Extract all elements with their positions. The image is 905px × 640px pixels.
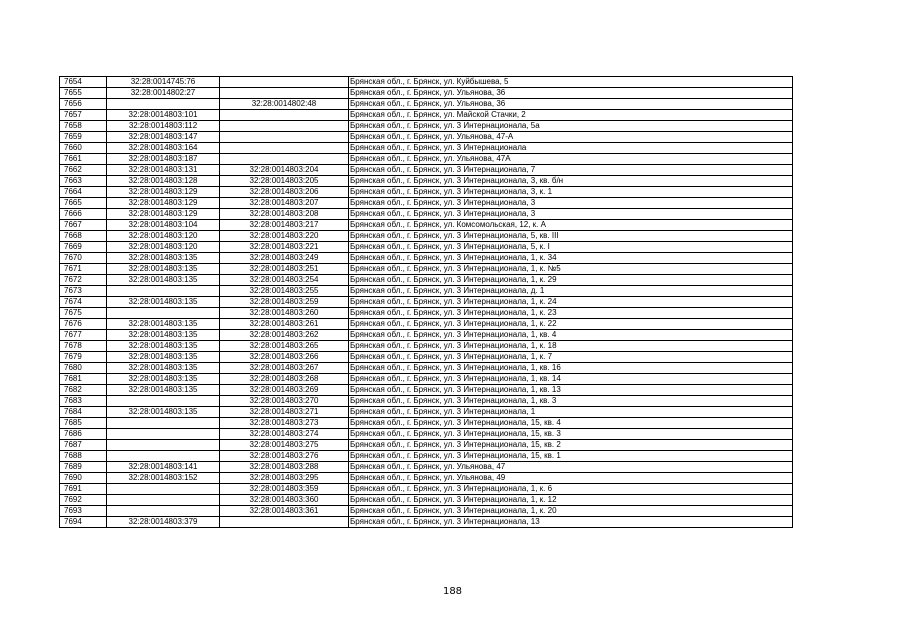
table-row — [60, 165, 793, 176]
row-number-cell: 7688 — [60, 451, 107, 462]
cadastral-number-cell: 32:28:0014803:147 — [107, 132, 220, 143]
address-cell: Брянская обл., г. Брянск, ул. 3 Интернационала, 15, кв. 1 — [349, 451, 793, 462]
building-cadastral-number-cell: 32:28:0014803:208 — [220, 209, 349, 220]
row-number-cell: 7670 — [60, 253, 107, 264]
row-number-cell: 7693 — [60, 506, 107, 517]
building-cadastral-number-cell: 32:28:0014803:275 — [220, 440, 349, 451]
table-row — [60, 286, 793, 297]
table-row — [60, 330, 793, 341]
address-cell: Брянская обл., г. Брянск, ул. 3 Интернационала, 7 — [349, 165, 793, 176]
table-row — [60, 77, 793, 88]
cadastral-number-cell: 32:28:0014803:135 — [107, 352, 220, 363]
row-number-cell: 7671 — [60, 264, 107, 275]
cadastral-number-cell: 32:28:0014803:135 — [107, 253, 220, 264]
address-cell: Брянская обл., г. Брянск, ул. 3 Интернационала, 1, к. 34 — [349, 253, 793, 264]
building-cadastral-number-cell: 32:28:0014803:360 — [220, 495, 349, 506]
table-row — [60, 297, 793, 308]
table-row — [60, 187, 793, 198]
building-cadastral-number-cell: 32:28:0014803:295 — [220, 473, 349, 484]
building-cadastral-number-cell: 32:28:0014803:268 — [220, 374, 349, 385]
address-cell: Брянская обл., г. Брянск, ул. 3 Интернационала, 15, кв. 2 — [349, 440, 793, 451]
cadastral-number-cell: 32:28:0014803:164 — [107, 143, 220, 154]
cadastral-number-cell — [107, 418, 220, 429]
address-cell: Брянская обл., г. Брянск, ул. 3 Интернационала, 3 — [349, 198, 793, 209]
table-row — [60, 308, 793, 319]
building-cadastral-number-cell: 32:28:0014803:265 — [220, 341, 349, 352]
cadastral-number-cell — [107, 429, 220, 440]
table-row — [60, 275, 793, 286]
address-cell: Брянская обл., г. Брянск, ул. 3 Интернационала, 1, кв. 14 — [349, 374, 793, 385]
cadastral-number-cell: 32:28:0014803:135 — [107, 363, 220, 374]
table-row — [60, 440, 793, 451]
building-cadastral-number-cell: 32:28:0014803:254 — [220, 275, 349, 286]
address-cell: Брянская обл., г. Брянск, ул. 3 Интернационала, 1, к. 12 — [349, 495, 793, 506]
table-row — [60, 154, 793, 165]
cadastral-number-cell: 32:28:0014803:135 — [107, 264, 220, 275]
table-row — [60, 132, 793, 143]
building-cadastral-number-cell: 32:28:0014803:273 — [220, 418, 349, 429]
row-number-cell: 7687 — [60, 440, 107, 451]
cadastral-number-cell: 32:28:0014803:104 — [107, 220, 220, 231]
address-cell: Брянская обл., г. Брянск, ул. 3 Интернационала — [349, 143, 793, 154]
address-cell: Брянская обл., г. Брянск, ул. Ульянова, 47-А — [349, 132, 793, 143]
row-number-cell: 7664 — [60, 187, 107, 198]
building-cadastral-number-cell: 32:28:0014803:207 — [220, 198, 349, 209]
table-row — [60, 352, 793, 363]
building-cadastral-number-cell — [220, 154, 349, 165]
row-number-cell: 7658 — [60, 121, 107, 132]
address-cell: Брянская обл., г. Брянск, ул. 3 Интернационала, 1, к. 20 — [349, 506, 793, 517]
cadastral-number-cell: 32:28:0014803:128 — [107, 176, 220, 187]
row-number-cell: 7678 — [60, 341, 107, 352]
row-number-cell: 7667 — [60, 220, 107, 231]
building-cadastral-number-cell: 32:28:0014803:262 — [220, 330, 349, 341]
table-row — [60, 121, 793, 132]
address-cell: Брянская обл., г. Брянск, ул. 3 Интернационала, д. 1 — [349, 286, 793, 297]
building-cadastral-number-cell: 32:28:0014803:270 — [220, 396, 349, 407]
building-cadastral-number-cell: 32:28:0014803:359 — [220, 484, 349, 495]
building-cadastral-number-cell: 32:28:0014803:266 — [220, 352, 349, 363]
address-cell: Брянская обл., г. Брянск, ул. 3 Интернационала, 5, кв. III — [349, 231, 793, 242]
row-number-cell: 7661 — [60, 154, 107, 165]
row-number-cell: 7686 — [60, 429, 107, 440]
cadastral-number-cell — [107, 396, 220, 407]
row-number-cell: 7692 — [60, 495, 107, 506]
address-cell: Брянская обл., г. Брянск, ул. Куйбышева, 5 — [349, 77, 793, 88]
cadastral-number-cell: 32:28:0014803:129 — [107, 209, 220, 220]
row-number-cell: 7673 — [60, 286, 107, 297]
row-number-cell: 7656 — [60, 99, 107, 110]
building-cadastral-number-cell: 32:28:0014803:269 — [220, 385, 349, 396]
building-cadastral-number-cell: 32:28:0014803:206 — [220, 187, 349, 198]
building-cadastral-number-cell: 32:28:0014803:261 — [220, 319, 349, 330]
row-number-cell: 7694 — [60, 517, 107, 528]
address-cell: Брянская обл., г. Брянск, ул. 3 Интернационала, 1, к. 23 — [349, 308, 793, 319]
building-cadastral-number-cell — [220, 121, 349, 132]
cadastral-number-cell: 32:28:0014803:120 — [107, 242, 220, 253]
row-number-cell: 7662 — [60, 165, 107, 176]
row-number-cell: 7689 — [60, 462, 107, 473]
cadastral-number-cell: 32:28:0014745:76 — [107, 77, 220, 88]
building-cadastral-number-cell: 32:28:0014803:255 — [220, 286, 349, 297]
address-cell: Брянская обл., г. Брянск, ул. 3 Интернационала, 1, к. 18 — [349, 341, 793, 352]
row-number-cell: 7660 — [60, 143, 107, 154]
building-cadastral-number-cell: 32:28:0014803:361 — [220, 506, 349, 517]
building-cadastral-number-cell: 32:28:0014803:221 — [220, 242, 349, 253]
row-number-cell: 7677 — [60, 330, 107, 341]
cadastral-number-cell: 32:28:0014803:135 — [107, 385, 220, 396]
cadastral-number-cell — [107, 440, 220, 451]
cadastral-number-cell: 32:28:0014803:135 — [107, 341, 220, 352]
row-number-cell: 7679 — [60, 352, 107, 363]
building-cadastral-number-cell — [220, 143, 349, 154]
row-number-cell: 7684 — [60, 407, 107, 418]
row-number-cell: 7676 — [60, 319, 107, 330]
cadastral-number-cell: 32:28:0014803:141 — [107, 462, 220, 473]
table-row — [60, 407, 793, 418]
cadastral-number-cell: 32:28:0014803:135 — [107, 275, 220, 286]
address-cell: Брянская обл., г. Брянск, ул. Ульянова, 36 — [349, 88, 793, 99]
row-number-cell: 7672 — [60, 275, 107, 286]
building-cadastral-number-cell: 32:28:0014803:251 — [220, 264, 349, 275]
address-cell: Брянская обл., г. Брянск, ул. 3 Интернационала, 1, к. 29 — [349, 275, 793, 286]
building-cadastral-number-cell: 32:28:0014803:204 — [220, 165, 349, 176]
table-row — [60, 99, 793, 110]
address-cell: Брянская обл., г. Брянск, ул. 3 Интернационала, 1, кв. 4 — [349, 330, 793, 341]
row-number-cell: 7654 — [60, 77, 107, 88]
address-cell: Брянская обл., г. Брянск, ул. 3 Интернационала, 1, кв. 13 — [349, 385, 793, 396]
table-row — [60, 462, 793, 473]
building-cadastral-number-cell: 32:28:0014803:249 — [220, 253, 349, 264]
cadastral-number-cell: 32:28:0014803:112 — [107, 121, 220, 132]
building-cadastral-number-cell — [220, 88, 349, 99]
address-cell: Брянская обл., г. Брянск, ул. 3 Интернационала, 5а — [349, 121, 793, 132]
cadastral-number-cell: 32:28:0014803:101 — [107, 110, 220, 121]
row-number-cell: 7681 — [60, 374, 107, 385]
building-cadastral-number-cell — [220, 517, 349, 528]
address-cell: Брянская обл., г. Брянск, ул. 3 Интернационала, 15, кв. 3 — [349, 429, 793, 440]
building-cadastral-number-cell: 32:28:0014803:276 — [220, 451, 349, 462]
row-number-cell: 7680 — [60, 363, 107, 374]
address-cell: Брянская обл., г. Брянск, ул. 3 Интернационала, 1, к. 7 — [349, 352, 793, 363]
table-row — [60, 473, 793, 484]
address-cell: Брянская обл., г. Брянск, ул. 3 Интернационала, 1, кв. 16 — [349, 363, 793, 374]
table-row — [60, 396, 793, 407]
table-row — [60, 374, 793, 385]
table-row — [60, 451, 793, 462]
row-number-cell: 7659 — [60, 132, 107, 143]
cadastral-number-cell: 32:28:0014803:135 — [107, 330, 220, 341]
building-cadastral-number-cell: 32:28:0014803:288 — [220, 462, 349, 473]
cadastral-number-cell — [107, 99, 220, 110]
row-number-cell: 7665 — [60, 198, 107, 209]
table-row — [60, 231, 793, 242]
table-row — [60, 484, 793, 495]
table-row — [60, 341, 793, 352]
address-cell: Брянская обл., г. Брянск, ул. Комсомольская, 12, к. А — [349, 220, 793, 231]
cadastral-number-cell — [107, 495, 220, 506]
building-cadastral-number-cell — [220, 132, 349, 143]
table-row — [60, 418, 793, 429]
row-number-cell: 7663 — [60, 176, 107, 187]
address-cell: Брянская обл., г. Брянск, ул. 3 Интернационала, 1, к. 24 — [349, 297, 793, 308]
cadastral-number-cell — [107, 451, 220, 462]
address-cell: Брянская обл., г. Брянск, ул. 3 Интернационала, 5, к. I — [349, 242, 793, 253]
table-row — [60, 110, 793, 121]
cadastral-number-cell: 32:28:0014803:131 — [107, 165, 220, 176]
row-number-cell: 7657 — [60, 110, 107, 121]
cadastral-number-cell: 32:28:0014803:135 — [107, 374, 220, 385]
cadastral-number-cell: 32:28:0014803:152 — [107, 473, 220, 484]
address-cell: Брянская обл., г. Брянск, ул. 3 Интернационала, 1, к. №5 — [349, 264, 793, 275]
row-number-cell: 7683 — [60, 396, 107, 407]
registry-table-body — [60, 77, 793, 528]
cadastral-number-cell: 32:28:0014803:379 — [107, 517, 220, 528]
table-row — [60, 506, 793, 517]
address-cell: Брянская обл., г. Брянск, ул. 3 Интернационала, 13 — [349, 517, 793, 528]
address-cell: Брянская обл., г. Брянск, ул. 3 Интернационала, 1, к. 22 — [349, 319, 793, 330]
table-row — [60, 88, 793, 99]
address-cell: Брянская обл., г. Брянск, ул. 3 Интернационала, 1 — [349, 407, 793, 418]
table-row — [60, 209, 793, 220]
row-number-cell: 7655 — [60, 88, 107, 99]
address-cell: Брянская обл., г. Брянск, ул. 3 Интернационала, 1, к. 6 — [349, 484, 793, 495]
cadastral-number-cell: 32:28:0014803:120 — [107, 231, 220, 242]
row-number-cell: 7666 — [60, 209, 107, 220]
cadastral-number-cell: 32:28:0014803:135 — [107, 319, 220, 330]
building-cadastral-number-cell: 32:28:0014803:205 — [220, 176, 349, 187]
building-cadastral-number-cell: 32:28:0014803:259 — [220, 297, 349, 308]
building-cadastral-number-cell: 32:28:0014803:260 — [220, 308, 349, 319]
row-number-cell: 7668 — [60, 231, 107, 242]
building-cadastral-number-cell: 32:28:0014803:220 — [220, 231, 349, 242]
table-row — [60, 143, 793, 154]
cadastral-number-cell — [107, 308, 220, 319]
address-cell: Брянская обл., г. Брянск, ул. 3 Интернационала, 15, кв. 4 — [349, 418, 793, 429]
table-row — [60, 264, 793, 275]
page-number: 188 — [442, 586, 463, 597]
table-row — [60, 198, 793, 209]
cadastral-number-cell: 32:28:0014803:129 — [107, 198, 220, 209]
cadastral-number-cell: 32:28:0014803:135 — [107, 407, 220, 418]
address-cell: Брянская обл., г. Брянск, ул. 3 Интернационала, 3, к. 1 — [349, 187, 793, 198]
registry-table — [59, 76, 793, 528]
building-cadastral-number-cell: 32:28:0014803:217 — [220, 220, 349, 231]
address-cell: Брянская обл., г. Брянск, ул. Ульянова, 47А — [349, 154, 793, 165]
address-cell: Брянская обл., г. Брянск, ул. 3 Интернационала, 3, кв. б/н — [349, 176, 793, 187]
address-cell: Брянская обл., г. Брянск, ул. Ульянова, 49 — [349, 473, 793, 484]
row-number-cell: 7669 — [60, 242, 107, 253]
address-cell: Брянская обл., г. Брянск, ул. Ульянова, 47 — [349, 462, 793, 473]
building-cadastral-number-cell: 32:28:0014803:267 — [220, 363, 349, 374]
building-cadastral-number-cell — [220, 77, 349, 88]
table-row — [60, 253, 793, 264]
table-row — [60, 319, 793, 330]
building-cadastral-number-cell: 32:28:0014803:271 — [220, 407, 349, 418]
table-row — [60, 220, 793, 231]
building-cadastral-number-cell: 32:28:0014802:48 — [220, 99, 349, 110]
cadastral-number-cell: 32:28:0014803:129 — [107, 187, 220, 198]
row-number-cell: 7674 — [60, 297, 107, 308]
table-row — [60, 242, 793, 253]
cadastral-number-cell — [107, 484, 220, 495]
cadastral-number-cell — [107, 506, 220, 517]
row-number-cell: 7675 — [60, 308, 107, 319]
address-cell: Брянская обл., г. Брянск, ул. Ульянова, 36 — [349, 99, 793, 110]
table-row — [60, 517, 793, 528]
cadastral-number-cell: 32:28:0014802:27 — [107, 88, 220, 99]
address-cell: Брянская обл., г. Брянск, ул. 3 Интернационала, 3 — [349, 209, 793, 220]
row-number-cell: 7685 — [60, 418, 107, 429]
table-row — [60, 363, 793, 374]
row-number-cell: 7690 — [60, 473, 107, 484]
table-row — [60, 495, 793, 506]
table-row — [60, 385, 793, 396]
building-cadastral-number-cell — [220, 110, 349, 121]
table-row — [60, 429, 793, 440]
cadastral-number-cell — [107, 286, 220, 297]
address-cell: Брянская обл., г. Брянск, ул. Майской Стачки, 2 — [349, 110, 793, 121]
table-row — [60, 176, 793, 187]
cadastral-number-cell: 32:28:0014803:135 — [107, 297, 220, 308]
building-cadastral-number-cell: 32:28:0014803:274 — [220, 429, 349, 440]
row-number-cell: 7691 — [60, 484, 107, 495]
address-cell: Брянская обл., г. Брянск, ул. 3 Интернационала, 1, кв. 3 — [349, 396, 793, 407]
cadastral-number-cell: 32:28:0014803:187 — [107, 154, 220, 165]
row-number-cell: 7682 — [60, 385, 107, 396]
